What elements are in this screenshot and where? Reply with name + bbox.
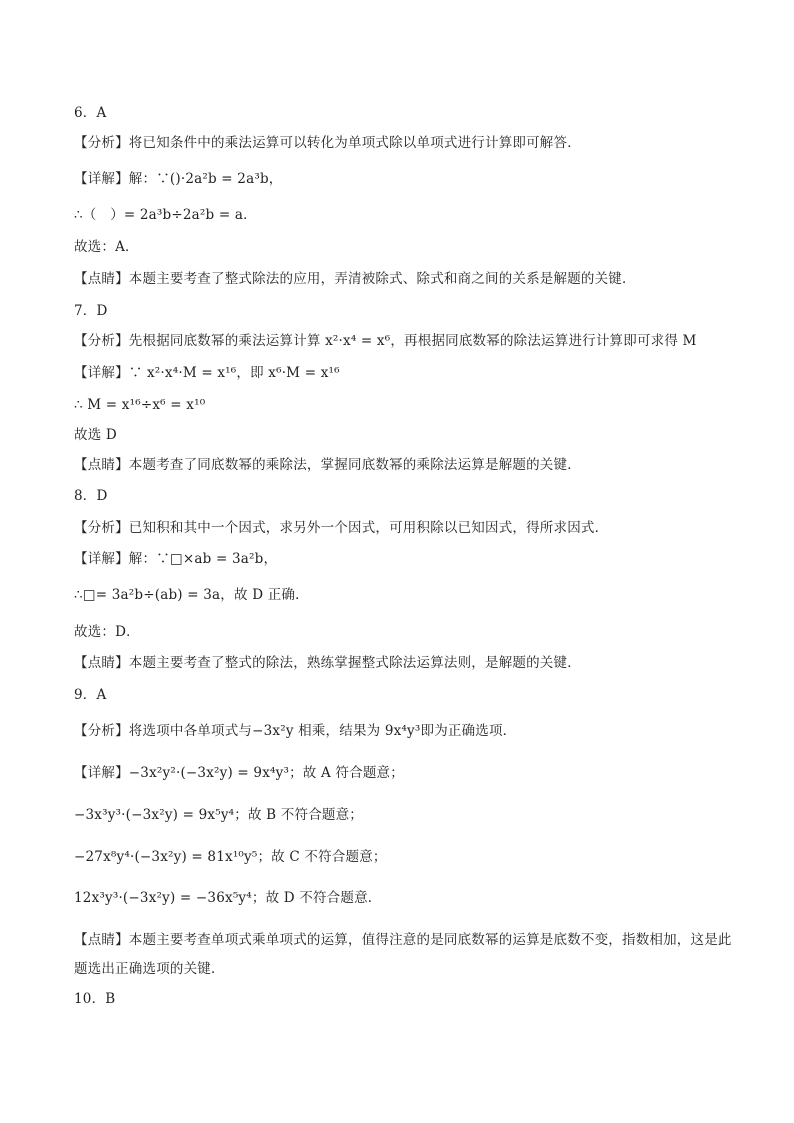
analysis-6: 【分析】将已知条件中的乘法运算可以转化为单项式除以单项式进行计算即可解答． (74, 135, 581, 151)
answer-10: 10．B (74, 991, 116, 1007)
step-8: ∴□= 3a²b÷(ab) = 3a，故 D 正确． (74, 587, 309, 603)
comment-6: 【点睛】本题主要考查了整式除法的应用，弄清被除式、除式和商之间的关系是解题的关键． (74, 271, 636, 287)
comment-7: 【点睛】本题考查了同底数幂的乘除法，掌握同底数幂的乘除法运算是解题的关键． (74, 457, 581, 473)
detail-7: 【详解】∵ x²·x⁴·M = x¹⁶，即 x⁶·M = x¹⁶ (74, 365, 340, 381)
analysis-7: 【分析】先根据同底数幂的乘法运算计算 x²·x⁴ = x⁶，再根据同底数幂的除法运算进行计算即可求得 M (74, 333, 697, 349)
detail-9: 【详解】−3x²y²·(−3x²y) = 9x⁴y³；故 A 符合题意； (74, 765, 404, 781)
option-c-9: −27x⁸y⁴·(−3x²y) = 81x¹⁰y⁵；故 C 不符合题意； (74, 849, 387, 865)
answer-8: 8．D (74, 488, 108, 504)
answer-7: 7．D (74, 303, 108, 319)
step-6: ∴（ ）= 2a³b÷2a²b = a． (74, 207, 257, 223)
answer-9: 9．A (74, 687, 107, 703)
comment-8: 【点睛】本题主要考查了整式的除法，熟练掌握整式除法运算法则，是解题的关键． (74, 655, 581, 671)
analysis-8: 【分析】已知积和其中一个因式，求另外一个因式，可用积除以已知因式，得所求因式． (74, 520, 609, 536)
comment-9: 【点睛】本题主要考查单项式乘单项式的运算，值得注意的是同底数幂的运算是底数不变，指数相加，这是此题选出正确选项的关键． (74, 932, 732, 977)
analysis-9: 【分析】将选项中各单项式与−3x²y 相乘，结果为 9x⁴y³即为正确选项． (74, 723, 517, 739)
option-b-9: −3x³y³·(−3x²y) = 9x⁵y⁴；故 B 不符合题意； (74, 807, 363, 823)
option-d-9: 12x³y³·(−3x²y) = −36x⁵y⁴；故 D 不符合题意． (74, 890, 382, 906)
choose-8: 故选：D． (74, 624, 140, 640)
step-7: ∴ M = x¹⁶÷x⁶ = x¹⁰ (74, 397, 206, 413)
detail-8: 【详解】解：∵□×ab = 3a²b， (74, 551, 278, 567)
detail-6: 【详解】解：∵()·2a²b = 2a³b， (74, 171, 283, 187)
choose-6: 故选：A． (74, 239, 139, 255)
answer-6: 6．A (74, 105, 107, 121)
choose-7: 故选 D (74, 427, 117, 443)
